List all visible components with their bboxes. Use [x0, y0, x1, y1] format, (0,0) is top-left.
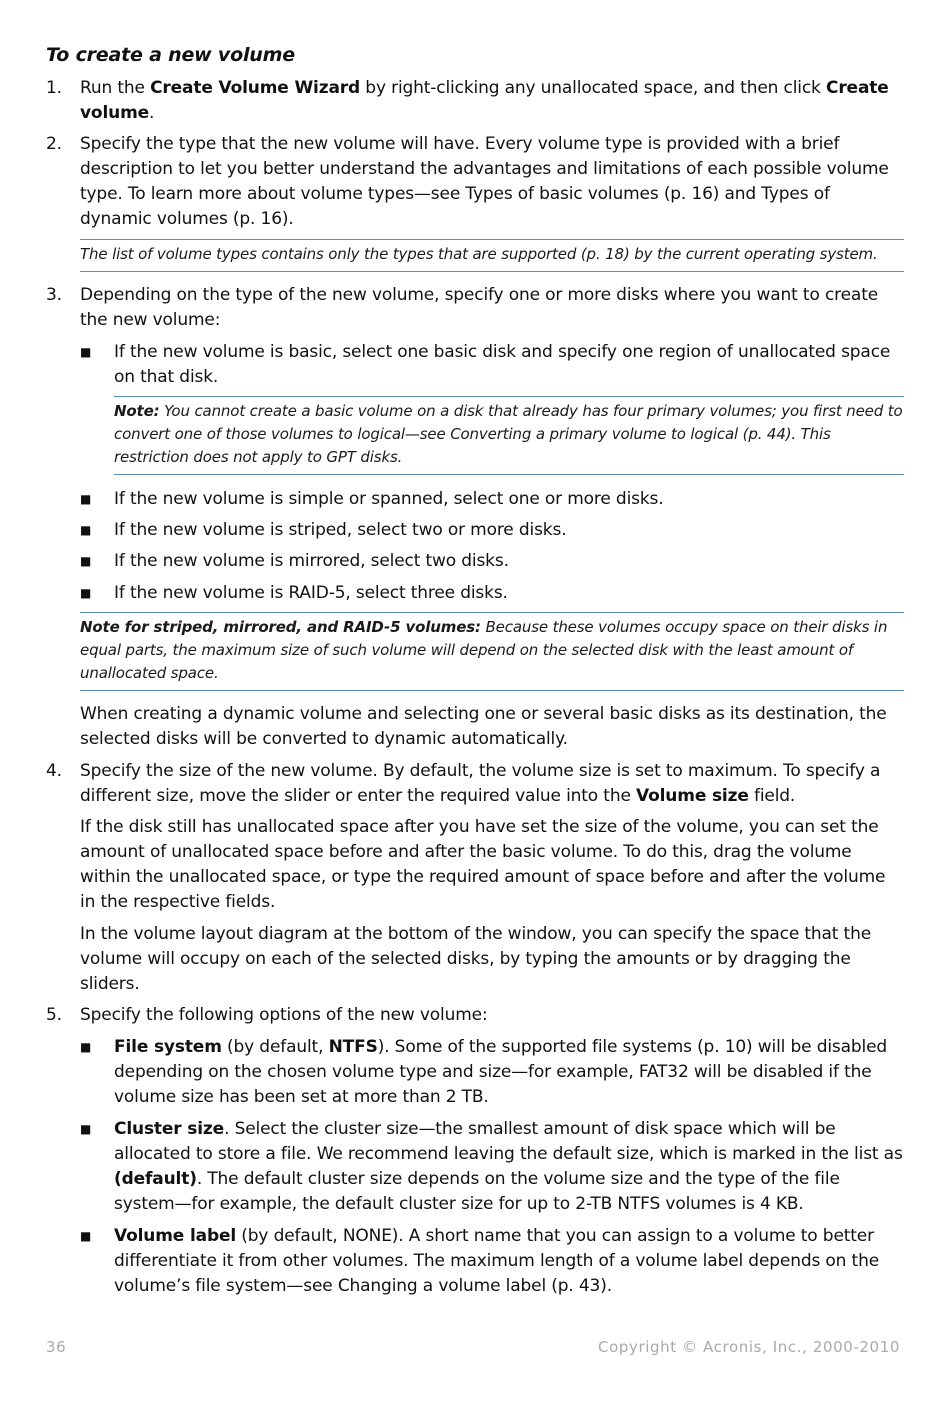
bullet-text-part: (by default, NONE). A short name that you can assign to a volume to better differentiate it from other volumes. The maximum length of a volume label depends on the volume’s file system—see Changing a volume label (p. 43).	[114, 1226, 880, 1296]
step-text: Depending on the type of the new volume, specify one or more disks where you want to create the new volume:	[80, 285, 879, 330]
bullet-text: If the new volume is basic, select one basic disk and specify one region of unallocated space on that disk.	[114, 342, 891, 387]
ntfs-term: NTFS	[328, 1037, 378, 1057]
paragraph: When creating a dynamic volume and selecting one or several basic disks as its destination, the selected disks will be converted to dynamic automatically.	[80, 704, 887, 749]
step-text: Specify the following options of the new volume:	[80, 1005, 488, 1025]
step-text-part: Run the	[80, 78, 151, 98]
default-term: (default)	[114, 1169, 197, 1189]
step-number: 4.	[46, 761, 62, 781]
step-number: 1.	[46, 78, 62, 98]
step-text-part: Specify the size of the new volume. By default, the volume size is set to maximum. To specify a different size, move the slider or enter the required value into the	[80, 761, 881, 806]
file-system-term: File system	[114, 1037, 222, 1057]
bullet-icon: ■	[80, 586, 92, 600]
bullet-icon: ■	[80, 554, 92, 568]
paragraph: If the disk still has unallocated space after you have set the size of the volume, you can set the amount of unallocated space before and after the basic volume. To do this, drag the volume within the unallocated space, or type the required amount of space before and after the volume in the respective fields.	[80, 817, 886, 912]
bullet-text	[114, 1035, 904, 1110]
volume-label-term: Volume label	[114, 1226, 237, 1246]
cluster-size-term: Cluster size	[114, 1119, 225, 1139]
step-number: 3.	[46, 285, 62, 305]
bullet-text: If the new volume is simple or spanned, select one or more disks.	[114, 489, 664, 509]
note-text: Because these volumes occupy space on their disks in equal parts, the maximum size of such volume will depend on the selected disk with the least amount of unallocated space.	[80, 618, 888, 682]
bullet-icon: ■	[80, 492, 92, 506]
bullet-icon: ■	[80, 1040, 92, 1054]
step-text: Specify the type that the new volume will have. Every volume type is provided with a brief description to let you better understand the advantages and limitations of each possible volume type. To learn more about volume types—see Types of basic volumes (p. 16) and Types of dynamic volumes (p. 16).	[80, 134, 889, 229]
copyright: Copyright © Acronis, Inc., 2000-2010	[598, 1338, 900, 1356]
note-lead: Note for striped, mirrored, and RAID-5 volumes:	[80, 618, 481, 636]
note-volume-types: The list of volume types contains only the types that are supported (p. 18) by the current operating system.	[80, 239, 904, 272]
step-number: 5.	[46, 1005, 62, 1025]
note-basic-volume	[114, 396, 904, 475]
bullet-text: If the new volume is RAID-5, select three disks.	[114, 583, 508, 603]
bullet-icon: ■	[80, 345, 92, 359]
note-text: You cannot create a basic volume on a disk that already has four primary volumes; you first need to convert one of those volumes to logical—see Converting a primary volume to logical (p. 44). This restriction does not apply to GPT disks.	[114, 402, 903, 466]
step-number: 2.	[46, 134, 62, 154]
bullet-text	[114, 1224, 904, 1299]
bullet-text: If the new volume is mirrored, select two disks.	[114, 551, 509, 571]
step-text	[80, 76, 904, 126]
bullet-text-part: (by default,	[221, 1037, 329, 1057]
section-heading: To create a new volume	[46, 44, 295, 66]
bullet-text-part: . Select the cluster size—the smallest amount of disk space which will be allocated to store a file. We recommend leaving the default size, which is marked in the list as	[114, 1119, 903, 1164]
bullet-text-part: ). Some of the supported file systems (p. 10) will be disabled depending on the chosen volume type and size—for example, FAT32 will be disabled if the volume size has been set at more than 2 TB.	[114, 1037, 888, 1107]
bullet-text	[114, 1117, 904, 1217]
bullet-text: If the new volume is striped, select two or more disks.	[114, 520, 567, 540]
step-text-part: by right-clicking any unallocated space, and then click	[360, 78, 826, 98]
note-lead: Note:	[114, 402, 160, 420]
create-volume-wizard-term: Create Volume Wizard	[150, 78, 361, 98]
paragraph: In the volume layout diagram at the bottom of the window, you can specify the space that the volume will occupy on each of the selected disks, by typing the amounts or by dragging the sliders.	[80, 924, 872, 994]
page-number: 36	[46, 1338, 67, 1356]
note-striped-mirrored-raid5	[80, 612, 904, 691]
bullet-icon: ■	[80, 523, 92, 537]
bullet-text-part: . The default cluster size depends on the volume size and the type of the file system—for example, the default cluster size for up to 2-TB NTFS volumes is 4 KB.	[114, 1169, 840, 1214]
bullet-icon: ■	[80, 1229, 92, 1243]
step-text-part: .	[149, 103, 155, 123]
volume-size-term: Volume size	[636, 786, 749, 806]
step-text-part: field.	[748, 786, 796, 806]
bullet-icon: ■	[80, 1122, 92, 1136]
step-text	[80, 759, 904, 809]
create-volume-term: Create volume	[80, 78, 889, 123]
